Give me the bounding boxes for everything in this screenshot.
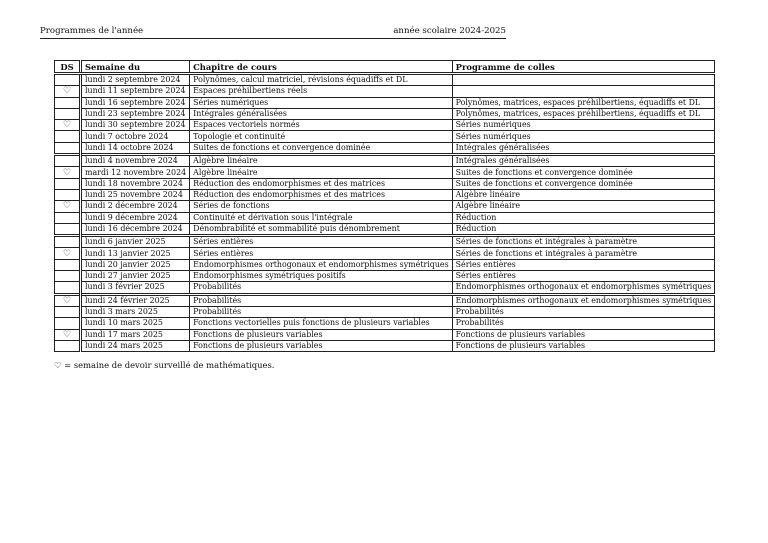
colle-cell: Fonctions de plusieurs variables xyxy=(452,329,715,340)
table-row xyxy=(55,120,715,131)
table-row xyxy=(55,282,715,294)
week-cell: lundi 24 mars 2025 xyxy=(81,340,190,351)
week-cell: lundi 9 décembre 2024 xyxy=(81,212,190,223)
column-header-week: Semaine du xyxy=(81,61,190,74)
chapter-cell: Séries de fonctions xyxy=(190,201,453,212)
week-cell: lundi 16 septembre 2024 xyxy=(81,97,190,108)
table-row xyxy=(55,212,715,223)
chapter-cell: Suites de fonctions et convergence dominée xyxy=(190,142,453,154)
ds-cell xyxy=(55,178,81,189)
chapter-cell: Fonctions vectorielles puis fonctions de plusieurs variables xyxy=(190,318,453,329)
table-row xyxy=(55,294,715,306)
colle-cell: Intégrales généralisées xyxy=(452,155,715,167)
colle-cell: Séries entières xyxy=(452,271,715,282)
colle-cell: Polynômes, matrices, espaces préhilbertiens, équadiffs et DL xyxy=(452,97,715,108)
week-cell: lundi 14 octobre 2024 xyxy=(81,142,190,154)
ds-cell xyxy=(55,142,81,154)
colle-cell: Séries numériques xyxy=(452,131,715,142)
week-cell: lundi 24 février 2025 xyxy=(81,294,190,306)
chapter-cell: Réduction des endomorphismes et des matrices xyxy=(190,178,453,189)
table-row xyxy=(55,178,715,189)
table-row xyxy=(55,97,715,108)
week-cell: lundi 30 septembre 2024 xyxy=(81,120,190,131)
ds-cell xyxy=(55,259,81,270)
chapter-cell: Dénombrabilité et sommabilité puis dénombrement xyxy=(190,223,453,235)
footnote: ♡ = semaine de devoir surveillé de mathématiques. xyxy=(54,360,275,370)
colle-cell xyxy=(452,74,715,86)
colle-cell: Séries numériques xyxy=(452,120,715,131)
ds-cell xyxy=(55,74,81,86)
ds-cell xyxy=(55,271,81,282)
table-row xyxy=(55,155,715,167)
colle-cell: Suites de fonctions et convergence dominée xyxy=(452,178,715,189)
colle-cell: Endomorphismes orthogonaux et endomorphismes symétriques xyxy=(452,294,715,306)
chapter-cell: Probabilités xyxy=(190,306,453,317)
colle-cell: Endomorphismes orthogonaux et endomorphismes symétriques xyxy=(452,282,715,294)
ds-cell xyxy=(55,97,81,108)
colle-cell: Algèbre linéaire xyxy=(452,201,715,212)
table-row xyxy=(55,142,715,154)
table-row xyxy=(55,167,715,178)
chapter-cell: Topologie et continuité xyxy=(190,131,453,142)
ds-cell xyxy=(55,340,81,351)
chapter-cell: Séries entières xyxy=(190,248,453,259)
week-cell: lundi 2 décembre 2024 xyxy=(81,201,190,212)
ds-cell xyxy=(55,306,81,317)
ds-cell: ♡ xyxy=(55,329,81,340)
table-header-row xyxy=(55,61,715,74)
chapter-cell: Réduction des endomorphismes et des matrices xyxy=(190,189,453,200)
ds-cell xyxy=(55,108,81,119)
chapter-cell: Fonctions de plusieurs variables xyxy=(190,329,453,340)
ds-cell: ♡ xyxy=(55,248,81,259)
week-cell: lundi 23 septembre 2024 xyxy=(81,108,190,119)
page-header xyxy=(40,26,506,39)
colle-cell: Intégrales généralisées xyxy=(452,142,715,154)
table-row xyxy=(55,259,715,270)
chapter-cell: Endomorphismes orthogonaux et endomorphismes symétriques xyxy=(190,259,453,270)
chapter-cell: Espaces vectoriels normés xyxy=(190,120,453,131)
week-cell: lundi 4 novembre 2024 xyxy=(81,155,190,167)
week-cell: lundi 10 mars 2025 xyxy=(81,318,190,329)
ds-cell xyxy=(55,155,81,167)
chapter-cell: Séries entières xyxy=(190,236,453,248)
table-row xyxy=(55,108,715,119)
chapter-cell: Espaces préhilbertiens réels xyxy=(190,86,453,97)
schedule-table xyxy=(54,60,715,352)
chapter-cell: Fonctions de plusieurs variables xyxy=(190,340,453,351)
week-cell: lundi 3 mars 2025 xyxy=(81,306,190,317)
week-cell: lundi 25 novembre 2024 xyxy=(81,189,190,200)
table-row xyxy=(55,236,715,248)
week-cell: mardi 12 novembre 2024 xyxy=(81,167,190,178)
table-row xyxy=(55,340,715,351)
table-row xyxy=(55,86,715,97)
chapter-cell: Probabilités xyxy=(190,294,453,306)
chapter-cell: Intégrales généralisées xyxy=(190,108,453,119)
ds-cell: ♡ xyxy=(55,167,81,178)
colle-cell: Polynômes, matrices, espaces préhilbertiens, équadiffs et DL xyxy=(452,108,715,119)
ds-cell: ♡ xyxy=(55,120,81,131)
ds-cell: ♡ xyxy=(55,294,81,306)
table-row xyxy=(55,223,715,235)
colle-cell: Réduction xyxy=(452,212,715,223)
week-cell: lundi 7 octobre 2024 xyxy=(81,131,190,142)
colle-cell: Séries de fonctions et intégrales à paramètre xyxy=(452,236,715,248)
colle-cell: Fonctions de plusieurs variables xyxy=(452,340,715,351)
week-cell: lundi 17 mars 2025 xyxy=(81,329,190,340)
week-cell: lundi 11 septembre 2024 xyxy=(81,86,190,97)
chapter-cell: Polynômes, calcul matriciel, révisions équadiffs et DL xyxy=(190,74,453,86)
chapter-cell: Séries numériques xyxy=(190,97,453,108)
ds-cell xyxy=(55,212,81,223)
ds-cell xyxy=(55,189,81,200)
table-row xyxy=(55,329,715,340)
table-row xyxy=(55,248,715,259)
ds-cell: ♡ xyxy=(55,86,81,97)
ds-cell xyxy=(55,131,81,142)
column-header-ds: DS xyxy=(55,61,81,74)
week-cell: lundi 13 janvier 2025 xyxy=(81,248,190,259)
week-cell: lundi 2 septembre 2024 xyxy=(81,74,190,86)
week-cell: lundi 3 février 2025 xyxy=(81,282,190,294)
table-row xyxy=(55,201,715,212)
column-header-chapter: Chapitre de cours xyxy=(190,61,453,74)
colle-cell: Réduction xyxy=(452,223,715,235)
week-cell: lundi 18 novembre 2024 xyxy=(81,178,190,189)
colle-cell: Suites de fonctions et convergence dominée xyxy=(452,167,715,178)
table-row xyxy=(55,306,715,317)
ds-cell: ♡ xyxy=(55,201,81,212)
column-header-colle: Programme de colles xyxy=(452,61,715,74)
table-row xyxy=(55,189,715,200)
ds-cell xyxy=(55,282,81,294)
table-row xyxy=(55,74,715,86)
ds-cell xyxy=(55,318,81,329)
chapter-cell: Endomorphismes symétriques positifs xyxy=(190,271,453,282)
ds-cell xyxy=(55,236,81,248)
week-cell: lundi 16 décembre 2024 xyxy=(81,223,190,235)
chapter-cell: Algèbre linéaire xyxy=(190,155,453,167)
table-row xyxy=(55,271,715,282)
table-row xyxy=(55,318,715,329)
colle-cell: Probabilités xyxy=(452,306,715,317)
chapter-cell: Continuité et dérivation sous l'intégrale xyxy=(190,212,453,223)
week-cell: lundi 20 janvier 2025 xyxy=(81,259,190,270)
chapter-cell: Probabilités xyxy=(190,282,453,294)
week-cell: lundi 6 janvier 2025 xyxy=(81,236,190,248)
week-cell: lundi 27 janvier 2025 xyxy=(81,271,190,282)
table-row xyxy=(55,131,715,142)
header-school-year: année scolaire 2024-2025 xyxy=(393,26,506,36)
colle-cell: Séries de fonctions et intégrales à paramètre xyxy=(452,248,715,259)
chapter-cell: Algèbre linéaire xyxy=(190,167,453,178)
header-title: Programmes de l'année xyxy=(40,26,144,36)
ds-cell xyxy=(55,223,81,235)
colle-cell: Algèbre linéaire xyxy=(452,189,715,200)
colle-cell: Probabilités xyxy=(452,318,715,329)
table-body xyxy=(55,74,715,352)
colle-cell xyxy=(452,86,715,97)
colle-cell: Séries entières xyxy=(452,259,715,270)
